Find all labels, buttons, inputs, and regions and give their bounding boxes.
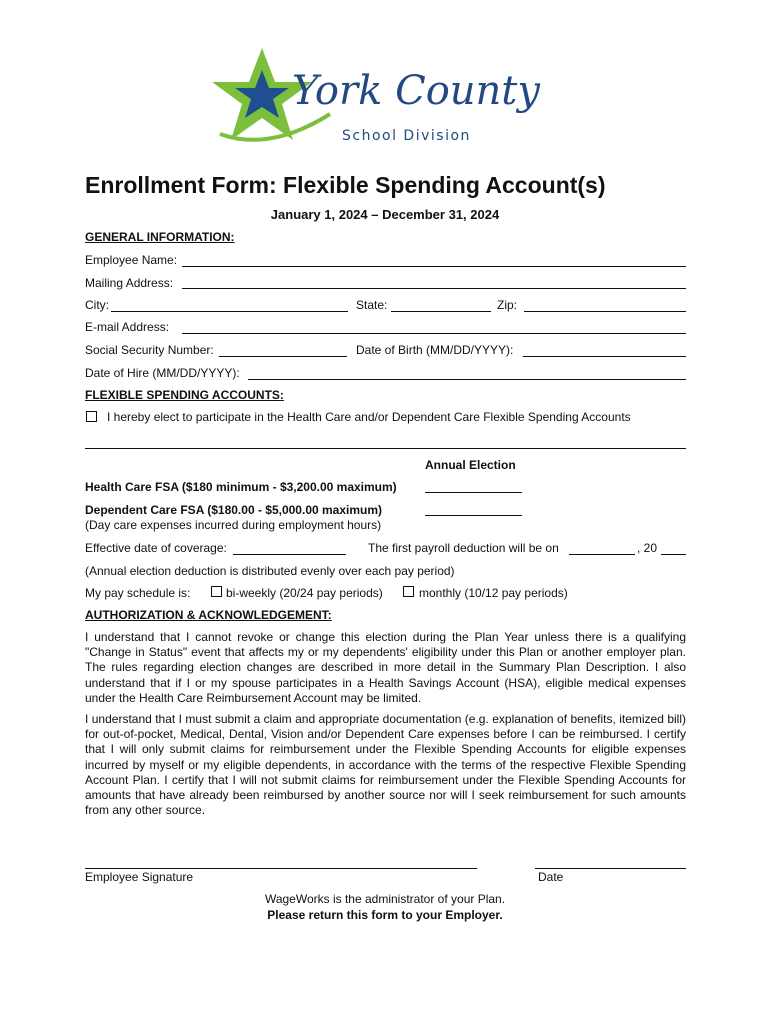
logo-name-line1: York County xyxy=(292,68,540,114)
year-field[interactable] xyxy=(661,554,686,555)
dependent-care-fsa-label: Dependent Care FSA ($180.00 - $5,000.00 maximum) xyxy=(85,503,383,517)
logo-name-line2: School Division xyxy=(342,128,471,144)
email-label: E-mail Address: xyxy=(85,320,170,334)
general-info-heading: GENERAL INFORMATION: xyxy=(85,230,235,244)
employee-signature-field[interactable] xyxy=(85,868,477,869)
zip-field[interactable] xyxy=(524,311,686,312)
authorization-paragraph-1: I understand that I cannot revoke or change this election during the Plan Year unless there is a qualifying "Change in Status" event that affects my or my dependents' eligibility under this Plan or another employer plan. The rules regarding election changes are described in more detail in the Summary Plan Description. I also understand that if I or my spouse participates in a Health Savings Account (HSA), eligible medical expenses under the Health Care Reimbursement Account may be limited. xyxy=(85,630,686,705)
monthly-checkbox[interactable] xyxy=(403,586,414,597)
effective-date-field[interactable] xyxy=(233,554,346,555)
fsa-heading: FLEXIBLE SPENDING ACCOUNTS: xyxy=(85,388,284,402)
first-deduction-date-field[interactable] xyxy=(569,554,635,555)
state-label: State: xyxy=(356,298,388,312)
pay-schedule-label: My pay schedule is: xyxy=(85,586,191,600)
dependent-care-note: (Day care expenses incurred during employment hours) xyxy=(85,518,382,532)
ssn-field[interactable] xyxy=(219,356,347,357)
state-field[interactable] xyxy=(391,311,491,312)
signature-date-label: Date xyxy=(538,870,564,884)
first-deduction-label: The first payroll deduction will be on xyxy=(368,541,559,555)
administrator-note: WageWorks is the administrator of your Plan. xyxy=(264,892,506,906)
biweekly-checkbox[interactable] xyxy=(211,586,222,597)
health-care-fsa-label: Health Care FSA ($180 minimum - $3,200.00 maximum) xyxy=(85,480,397,494)
star-logo-icon xyxy=(200,44,570,160)
plan-period: January 1, 2024 – December 31, 2024 xyxy=(270,207,500,222)
annual-election-header: Annual Election xyxy=(425,458,516,472)
ssn-label: Social Security Number: xyxy=(85,343,214,357)
return-instruction: Please return this form to your Employer. xyxy=(267,908,503,922)
mailing-address-label: Mailing Address: xyxy=(85,276,174,290)
employee-name-label: Employee Name: xyxy=(85,253,178,267)
authorization-paragraph-2: I understand that I must submit a claim and appropriate documentation (e.g. explanation of benefits, itemized bill) for out-of-pocket, Medical, Dental, Vision and/or Dependent Care expenses before I can be reimbursed. I certify that I will only submit claims for reimbursement under the Flexible Spending Accounts for eligible expenses incurred by myself or my eligible dependents, in accordance with the terms of the respective Flexible Spending Account Plan. I certify that I will not submit claims for reimbursement under the Flexible Spending Accounts for amounts that have already been reimbursed by another source nor will I seek reimbursement for such amounts from any other source. xyxy=(85,712,686,818)
city-field[interactable] xyxy=(111,311,348,312)
authorization-heading: AUTHORIZATION & ACKNOWLEDGEMENT: xyxy=(85,608,332,622)
dependent-care-election-field[interactable] xyxy=(425,515,522,516)
employee-name-field[interactable] xyxy=(182,266,686,267)
elect-participate-checkbox[interactable] xyxy=(86,411,97,422)
dob-field[interactable] xyxy=(523,356,686,357)
elect-participate-label: I hereby elect to participate in the Health Care and/or Dependent Care Flexible Spending Accounts xyxy=(107,410,631,424)
monthly-label: monthly (10/12 pay periods) xyxy=(419,586,568,600)
school-logo xyxy=(200,44,570,160)
page-title: Enrollment Form: Flexible Spending Account(s) xyxy=(85,172,606,198)
health-care-election-field[interactable] xyxy=(425,492,522,493)
year-prefix-label: , 20 xyxy=(637,541,658,555)
section-divider xyxy=(85,448,686,449)
dob-label: Date of Birth (MM/DD/YYYY): xyxy=(356,343,514,357)
mailing-address-field[interactable] xyxy=(182,288,686,289)
hire-date-field[interactable] xyxy=(248,379,686,380)
hire-date-label: Date of Hire (MM/DD/YYYY): xyxy=(85,366,240,380)
email-field[interactable] xyxy=(182,333,686,334)
biweekly-label: bi-weekly (20/24 pay periods) xyxy=(226,586,383,600)
employee-signature-label: Employee Signature xyxy=(85,870,194,884)
zip-label: Zip: xyxy=(497,298,518,312)
city-label: City: xyxy=(85,298,109,312)
distribution-note: (Annual election deduction is distributed evenly over each pay period) xyxy=(85,564,455,578)
effective-date-label: Effective date of coverage: xyxy=(85,541,227,555)
signature-date-field[interactable] xyxy=(535,868,686,869)
